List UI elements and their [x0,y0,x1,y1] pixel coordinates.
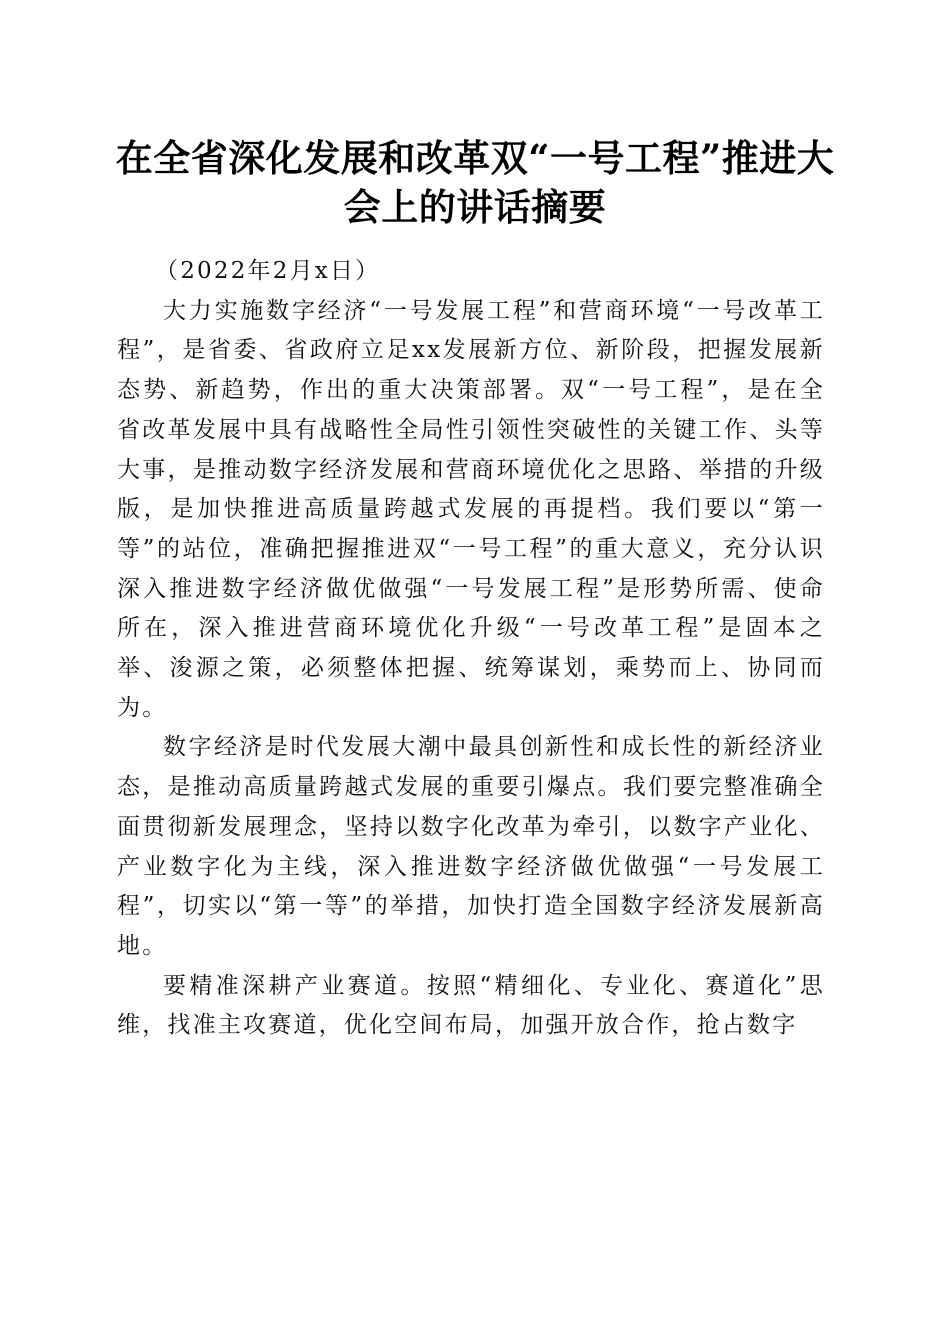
paragraph-3: 要精准深耕产业赛道。按照“精细化、专业化、赛道化”思维，找准主攻赛道，优化空间布局，加强开放合作，抢占数字 [117,972,825,1039]
document-title: 在全省深化发展和改革双“一号工程”推进大会上的讲话摘要 [115,136,835,229]
speech-date: （2022年2月x日） [155,258,381,284]
paragraph-2: 数字经济是时代发展大潮中最具创新性和成长性的新经济业态，是推动高质量跨越式发展的重要引爆点。我们要完整准确全面贯彻新发展理念，坚持以数字化改革为牵引，以数字产业化、产业数字化为主线，深入推进数字经济做优做强“一号发展工程”，切实以“第一等”的举措，加快打造全国数字经济发展新高地。 [117,734,825,959]
document-body [117,252,825,1046]
paragraph-1: 大力实施数字经济“一号发展工程”和营商环境“一号改革工程”，是省委、省政府立足xx发展新方位、新阶段，把握发展新态势、新趋势，作出的重大决策部署。双“一号工程”，是在全省改革发展中具有战略性全局性引领性突破性的关键工作、头等大事，是推动数字经济发展和营商环境优化之思路、举措的升级版，是加快推进高质量跨越式发展的再提档。我们要以“第一等”的站位，准确把握推进双“一号工程”的重大意义，充分认识深入推进数字经济做优做强“一号发展工程”是形势所需、使命所在，深入推进营商环境优化升级“一号改革工程”是固本之举、浚源之策，必须整体把握、统筹谋划，乘势而上、协同而为。 [117,297,825,721]
